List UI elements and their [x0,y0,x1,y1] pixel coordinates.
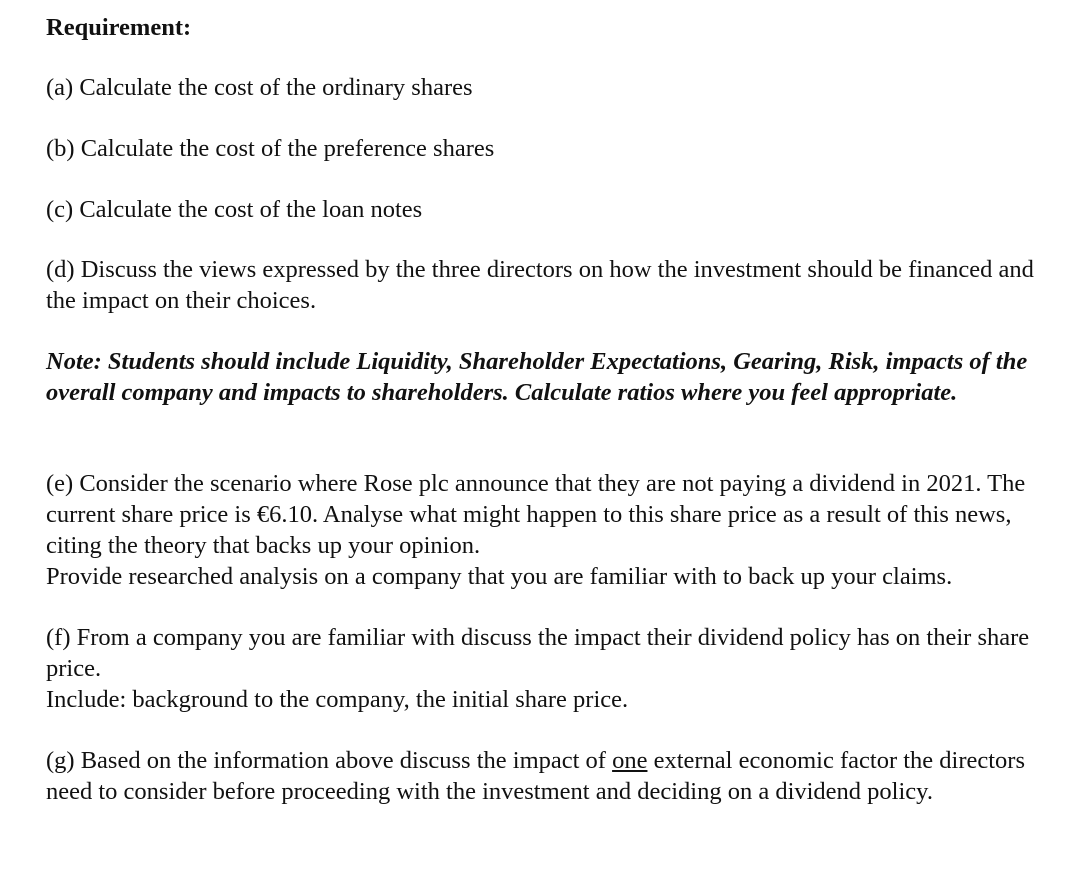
item-d: (d) Discuss the views expressed by the three directors on how the investment should be financed and the impact on their choices. [46,256,1034,314]
item-g [46,745,1056,807]
item-b: (b) Calculate the cost of the preference shares [46,135,495,162]
item-e-followup: Provide researched analysis on a company that you are familiar with to back up your claims. [46,563,953,590]
item-a: (a) Calculate the cost of the ordinary shares [46,74,473,101]
item-g-underlined-word: one [612,747,648,774]
item-f-block [46,622,1056,715]
item-e: (e) Consider the scenario where Rose plc announce that they are not paying a dividend in 2021. The current share price is €6.10. Analyse what might happen to this share price as a result of this news, citing the theory that backs up your opinion. [46,470,1026,559]
item-f-followup: Include: background to the company, the initial share price. [46,686,629,713]
item-g-start: (g) Based on the information above discuss the impact of [46,747,613,774]
item-e-block [46,468,1056,592]
document-page [46,12,1056,807]
item-c: (c) Calculate the cost of the loan notes [46,196,423,223]
note-text: Note: Students should include Liquidity, Shareholder Expectations, Gearing, Risk, impacts of the overall company and impacts to shareholders. Calculate ratios where you feel appropriate. [46,348,1028,406]
item-g-end: external economic factor the directors need to consider before proceeding with the investment and deciding on a dividend policy. [46,747,1025,805]
requirement-heading: Requirement: [46,14,192,41]
item-f: (f) From a company you are familiar with discuss the impact their dividend policy has on their share price. [46,624,1030,682]
